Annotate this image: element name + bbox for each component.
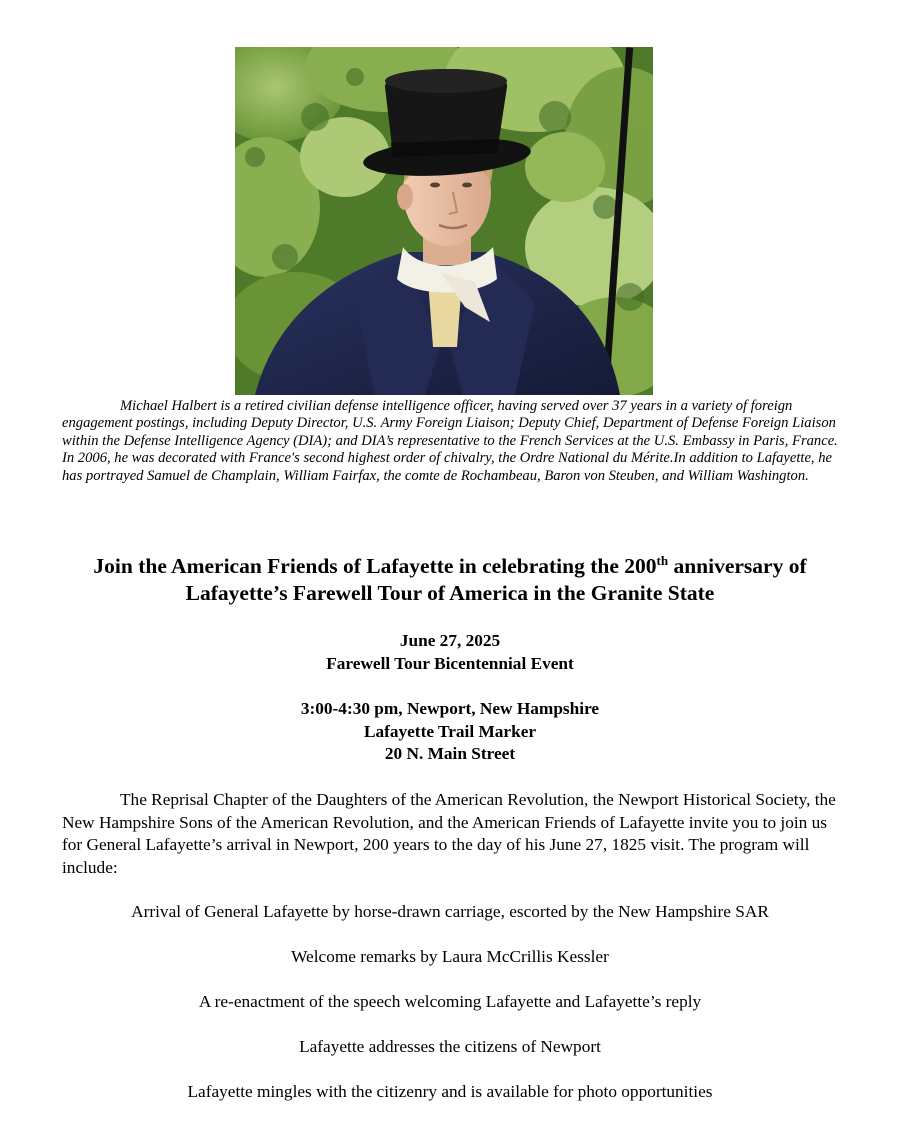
headline-superscript: th [656, 553, 669, 568]
headline-part2: anniversary of [668, 554, 807, 578]
event-headline [40, 553, 860, 607]
headline-line2: Lafayette’s Farewell Tour of America in the Granite State [185, 581, 715, 605]
program-item: Lafayette addresses the citizens of Newport [299, 1037, 601, 1056]
event-date: June 27, 2025 [399, 631, 501, 650]
program-item: Lafayette mingles with the citizenry and is available for photo opportunities [187, 1082, 713, 1101]
event-address: 20 N. Main Street [384, 744, 516, 763]
event-site: Lafayette Trail Marker [363, 721, 537, 741]
event-time-place: 3:00-4:30 pm, Newport, New Hampshire [300, 699, 600, 718]
photo-caption: Michael Halbert is a retired civilian defense intelligence officer, having served over 37 years in a variety of foreign engagement postings, including Deputy Director, U.S. Army Foreign Liaison; Deputy Chief, Department of Defense Foreign Liaison within the Defense Intelligence Agency (DIA); and DIA’s representative to the French Services at the U.S. Embassy in Paris, France. In 2006, he was decorated with France's second highest order of chivalry, the Ordre National du Mérite.In addition to Lafayette, he has portrayed Samuel de Champlain, William Fairfax, the comte de Rochambeau, Baron von Steuben, and William Washington. [62, 398, 838, 484]
event-location-block [0, 698, 900, 766]
event-name: Farewell Tour Bicentennial Event [326, 653, 574, 673]
program-item: Welcome remarks by Laura McCrillis Kessler [291, 947, 609, 966]
program-item: Arrival of General Lafayette by horse-drawn carriage, escorted by the New Hampshire SAR [131, 902, 769, 921]
portrait-photo [235, 47, 653, 395]
program-item: A re-enactment of the speech welcoming Lafayette and Lafayette’s reply [198, 992, 702, 1011]
event-date-block [0, 630, 900, 675]
portrait-illustration [235, 47, 653, 395]
headline-part1: Join the American Friends of Lafayette in celebrating the 200 [93, 554, 657, 578]
intro-paragraph: The Reprisal Chapter of the Daughters of the American Revolution, the Newport Historical Society, the New Hampshire Sons of the American Revolution, and the American Friends of Lafayette invite you to join us for General Lafayette’s arrival in Newport, 200 years to the day of his June 27, 1825 visit. The program will include: [62, 790, 836, 877]
